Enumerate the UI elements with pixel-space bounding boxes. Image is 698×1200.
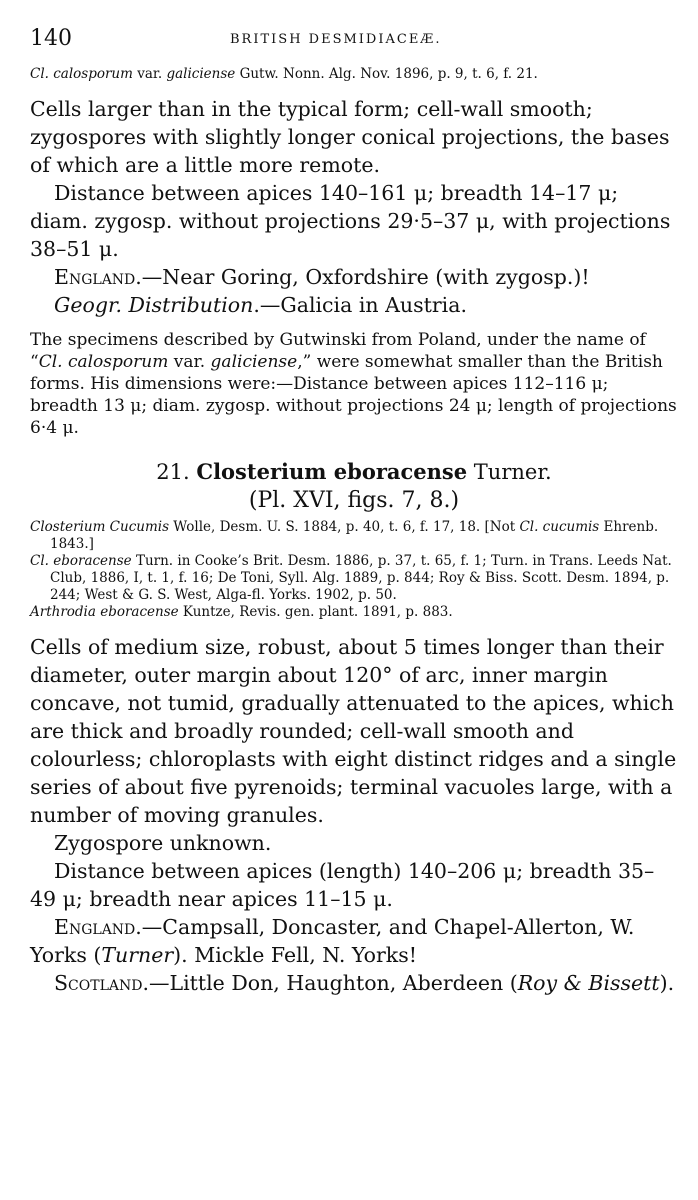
species-citation-1	[30, 519, 678, 553]
citation-1-name: Closterium Cucumis	[30, 519, 170, 535]
citation-1-text2: Ehrenb. 1843.]	[50, 519, 659, 552]
species-england-locality	[30, 913, 678, 969]
citation-2-text: Turn. in Cooke’s Brit. Desm. 1886, p. 37, t. 65, f. 1; Turn. in Trans. Leeds Nat. Club, 1886, I, t. 1, f. 16; De Toni, Syll. Alg. 1889, p. 844; Roy & Biss. Scott. Desm. 1894, p. 244; West & G. S. West, Alga-fl. Yorks. 1902, p. 50.	[50, 553, 672, 603]
england-text: .—Near Goring, Oxfordshire (with zygosp.)!	[135, 265, 590, 289]
citation-1-name2: Cl. cucumis	[519, 519, 600, 535]
citation-3-name: Arthrodia eboracense	[30, 604, 179, 620]
species-scotland-collector: Roy & Bissett	[517, 971, 660, 995]
note-name: Cl. calosporum	[38, 352, 169, 372]
page-number: 140	[30, 26, 72, 51]
species-dimensions: Distance between apices (length) 140–206 μ; breadth 35–49 μ; breadth near apices 11–15 μ.	[30, 859, 655, 911]
variety-description-1: Cells larger than in the typical form; cell-wall smooth; zygospores with slightly longer conical projections, the bases of which are a little more remote.	[30, 97, 670, 177]
page	[30, 26, 678, 997]
species-citation-3	[30, 604, 678, 621]
species-heading	[30, 459, 678, 484]
species-england-text-b: ). Mickle Fell, N. Yorks!	[173, 943, 417, 967]
geogr-text: .—Galicia in Austria.	[253, 293, 467, 317]
citation-rest: Gutw. Nonn. Alg. Nov. 1896, p. 9, t. 6, f. 21.	[235, 66, 538, 82]
species-name: Closterium eboracense	[196, 459, 468, 484]
species-scotland-locality	[30, 969, 678, 997]
running-title: BRITISH DESMIDIACEÆ.	[230, 32, 442, 47]
species-number: 21.	[156, 460, 190, 484]
note-part3: ,” were somewhat smaller than the British forms. His dimensions were:—Distance between apices 112–116 μ; breadth 13 μ; diam. zygosp. without projections 24 μ; length of projections 6·4 μ.	[30, 352, 677, 438]
species-england-label: England	[54, 915, 136, 939]
species-england-text-a: .—Campsall, Doncaster, and Chapel-Allerton, W. Yorks (	[30, 915, 635, 967]
citation-3-text: Kuntze, Revis. gen. plant. 1891, p. 883.	[178, 604, 453, 620]
citation-2-name: Cl. eboracense	[30, 553, 132, 569]
variety-citation	[30, 66, 678, 83]
species-scotland-end: ).	[659, 971, 675, 995]
variety-description-2: Distance between apices 140–161 μ; breadth 14–17 μ; diam. zygosp. without projections 29·5–37 μ, with projections 38–51 μ.	[30, 181, 671, 261]
variety-note	[30, 329, 678, 439]
species-author: Turner.	[473, 460, 552, 484]
geogr-label: Geogr. Distribution	[54, 293, 254, 317]
note-part2: var.	[168, 352, 211, 372]
citation-mid: var.	[132, 66, 167, 82]
citation-var: galiciense	[166, 66, 236, 82]
species-scotland-label: Scotland	[54, 971, 143, 995]
species-zygospore: Zygospore unknown.	[54, 831, 272, 855]
species-citation-2	[30, 553, 678, 604]
england-label: England	[54, 265, 136, 289]
plate-reference: (Pl. XVI, figs. 7, 8.)	[248, 488, 460, 513]
species-england-collector: Turner	[101, 943, 174, 967]
variety-england-locality	[30, 263, 678, 291]
note-part1: The specimens described by Gutwinski from Poland, under the name of “	[30, 330, 646, 372]
citation-1-text: Wolle, Desm. U. S. 1884, p. 40, t. 6, f. 17, 18. [Not	[169, 519, 520, 535]
variety-distribution	[30, 291, 678, 319]
citation-name: Cl. calosporum	[30, 66, 133, 82]
page-header	[30, 26, 678, 66]
species-scotland-text: .—Little Don, Haughton, Aberdeen (	[142, 971, 518, 995]
note-var: galiciense	[210, 352, 298, 372]
species-description: Cells of medium size, robust, about 5 times longer than their diameter, outer margin about 120° of arc, inner margin concave, not tumid, gradually attenuated to the apices, which are thick and broadly rounded; cell-wall smooth and colourless; chloroplasts with eight distinct ridges and a single series of about five pyrenoids; terminal vacuoles large, with a number of moving granules.	[30, 635, 677, 827]
